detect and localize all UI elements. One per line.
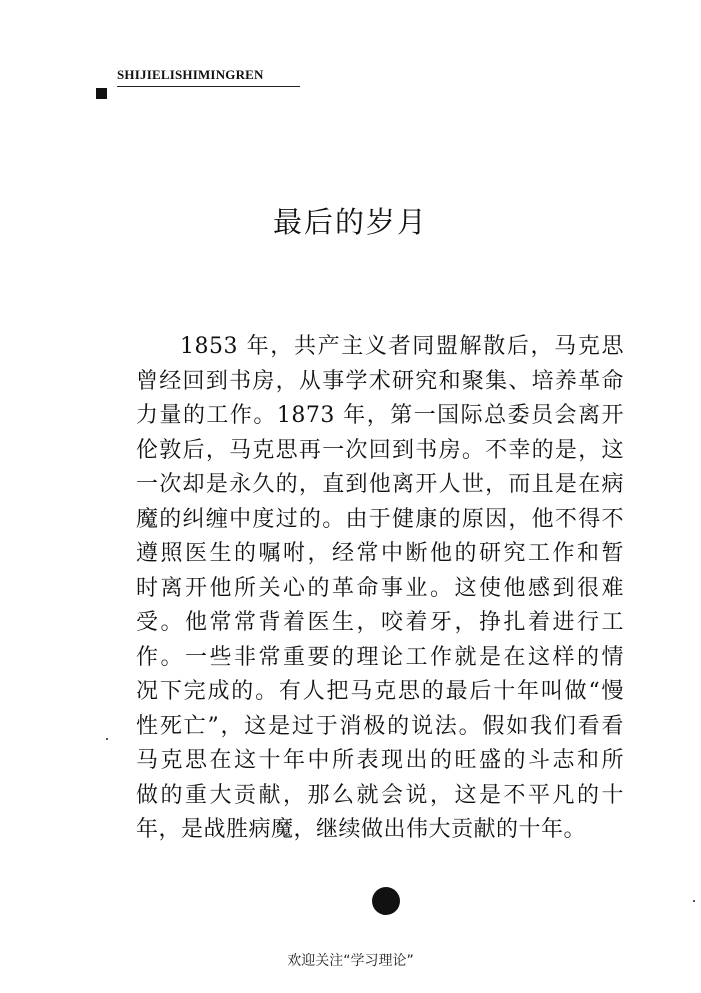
paragraph-line: 年，是战胜病魔，继续做出伟大贡献的十年。: [136, 817, 587, 842]
header-rule: [117, 86, 300, 87]
chapter-title: 最后的岁月: [272, 205, 428, 239]
paragraph-line: 性死亡”，这是过于消极的说法。假如我们看看: [136, 713, 624, 739]
header-square-marker: [96, 88, 107, 99]
paragraph-line: 1853 年，共产主义者同盟解散后，马克思: [180, 334, 624, 359]
paragraph-line: 受。他常常背着医生，咬着牙，挣扎着进行工: [136, 610, 624, 635]
paragraph-line: 作。一些非常重要的理论工作就是在这样的情: [136, 644, 624, 670]
paragraph-line: 做的重大贡献，那么就会说，这是不平凡的十: [136, 782, 624, 808]
paragraph-line: 力量的工作。1873 年，第一国际总委员会离开: [136, 403, 624, 428]
paragraph-line: 魔的纠缠中度过的。由于健康的原因，他不得不: [136, 506, 624, 532]
scan-speck: [106, 738, 108, 740]
scan-speck: [693, 900, 695, 902]
paragraph-line: 况下完成的。有人把马克思的最后十年叫做“慢: [136, 679, 624, 704]
paragraph-line: 一次却是永久的，直到他离开人世，而且是在病: [136, 472, 624, 497]
paragraph-line: 遵照医生的嘱咐，经常中断他的研究工作和暂: [136, 541, 624, 566]
paragraph-line: 曾经回到书房，从事学术研究和聚集、培养革命: [136, 368, 624, 394]
paragraph-line: 伦敦后，马克思再一次回到书房。不幸的是，这: [136, 437, 624, 463]
paragraph-line: 马克思在这十年中所表现出的旺盛的斗志和所: [136, 748, 624, 773]
body-paragraph: [136, 330, 624, 848]
footer-note: 欢迎关注“学习理论”: [287, 953, 414, 969]
paragraph-line: 时离开他所关心的革命事业。这使他感到很难: [136, 575, 624, 601]
page-ornament-dot: [372, 887, 400, 915]
running-header: SHIJIELISHIMINGREN: [117, 67, 264, 82]
